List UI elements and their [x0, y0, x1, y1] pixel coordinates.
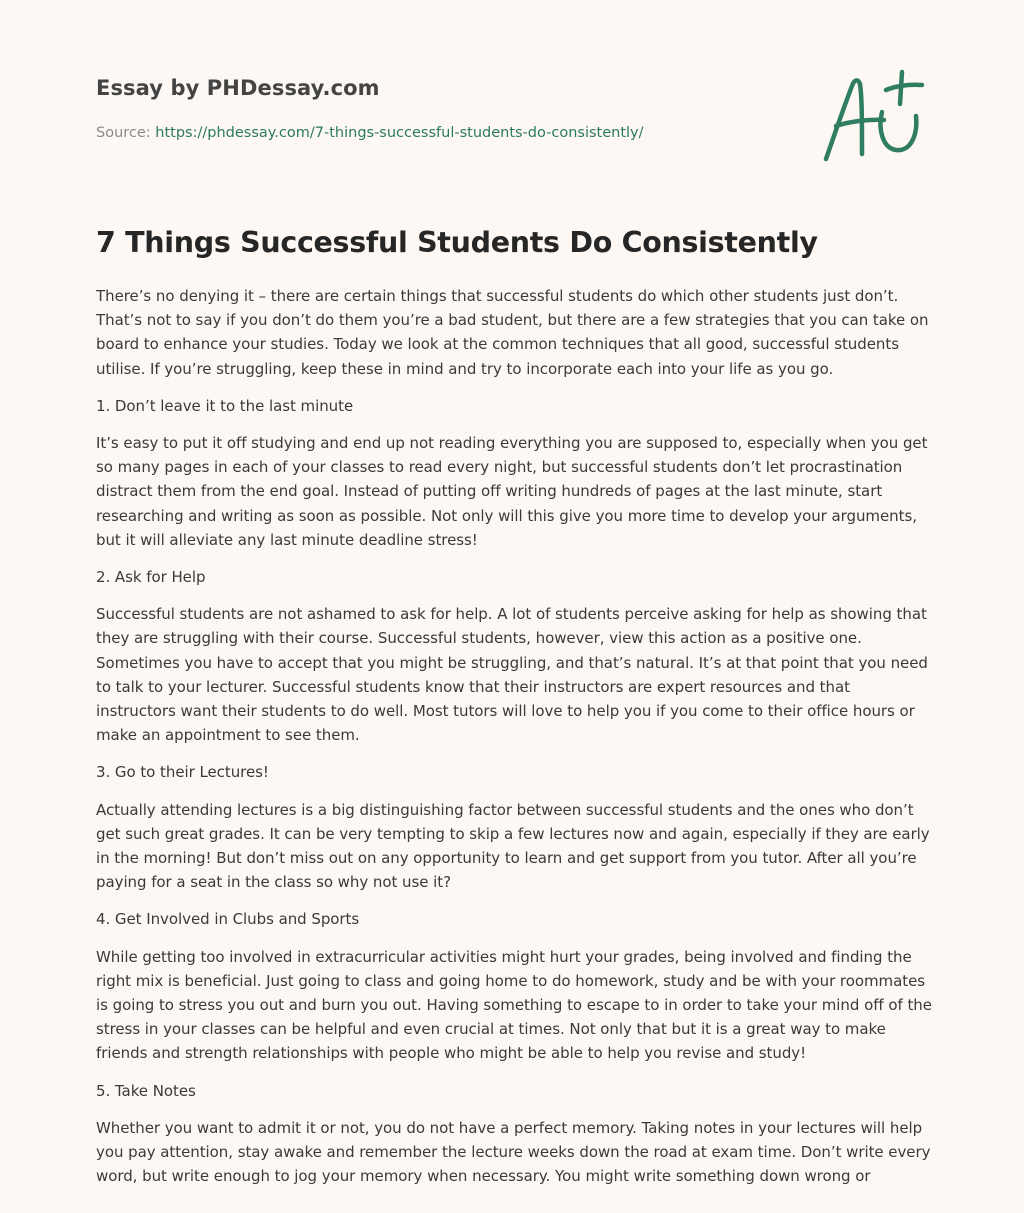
section-heading-2: 2. Ask for Help — [96, 568, 206, 587]
a-plus-logo-icon — [818, 64, 928, 169]
section-paragraph-4: While getting too involved in extracurricular activities might hurt your grades, being involved and finding the right mix is beneficial. Just going to class and going home to do homework, study and be with your roommates is going to stress you out and burn you out. Having something to escape to in order to take your mind off of the stress in your classes can be helpful and even crucial at times. Not only that but it is a great way to make friends and strength relationships with people who might be able to help you revise and study! — [96, 947, 932, 1063]
essay-title: 7 Things Successful Students Do Consistently — [96, 226, 818, 259]
section-paragraph-2: Successful students are not ashamed to ask for help. A lot of students perceive asking for help as showing that they are struggling with their course. Successful students, however, view this action as a positive one. Sometimes you have to accept that you might be struggling, and that’s natural. It’s at that point that you need to talk to your lecturer. Successful students know that their instructors are expert resources and that instructors want their students to do well. Most tutors will love to help you if you come to their office hours or make an appointment to see them. — [96, 605, 928, 745]
section-heading-4: 4. Get Involved in Clubs and Sports — [96, 910, 360, 929]
source-label: Source: — [96, 125, 156, 141]
section-heading-5: 5. Take Notes — [96, 1081, 196, 1100]
section-paragraph-1: It’s easy to put it off studying and end up not reading everything you are supposed to, especially when you get so many pages in each of your classes to read every night, but successful students don’t let procrastination distract them from the end goal. Instead of putting off writing hundreds of pages at the last minute, start researching and writing as soon as possible. Not only will this give you more time to develop your arguments, but it will alleviate any last minute deadline stress! — [96, 434, 928, 549]
section-heading-1: 1. Don’t leave it to the last minute — [96, 396, 354, 415]
section-paragraph-5: Whether you want to admit it or not, you do not have a perfect memory. Taking notes in your lectures will help you pay attention, stay awake and remember the lecture weeks down the road at exam time. Don’t write every word, but write enough to jog your memory when necessary. You might write something down wrong or — [96, 1118, 931, 1186]
source-line — [96, 125, 644, 141]
section-paragraph-3: Actually attending lectures is a big distinguishing factor between successful students and the ones who don’t get such great grades. It can be very tempting to skip a few lectures now and again, especially if they are early in the morning! But don’t miss out on any opportunity to learn and get support from you tutor. After all you’re paying for a seat in the class so why not use it? — [96, 800, 930, 892]
site-brand: Essay by PHDessay.com — [96, 76, 380, 100]
source-link[interactable]: https://phdessay.com/7-things-successful-students-do-consistently/ — [155, 125, 644, 141]
essay-body — [96, 284, 932, 1202]
section-heading-3: 3. Go to their Lectures! — [96, 763, 269, 782]
intro-paragraph: There’s no denying it – there are certain things that successful students do which other students just don’t. That’s not to say if you don’t do them you’re a bad student, but there are a few strategies that you can take on board to enhance your studies. Today we look at the common techniques that all good, successful students utilise. If you’re struggling, keep these in mind and try to incorporate each into your life as you go. — [96, 287, 929, 378]
